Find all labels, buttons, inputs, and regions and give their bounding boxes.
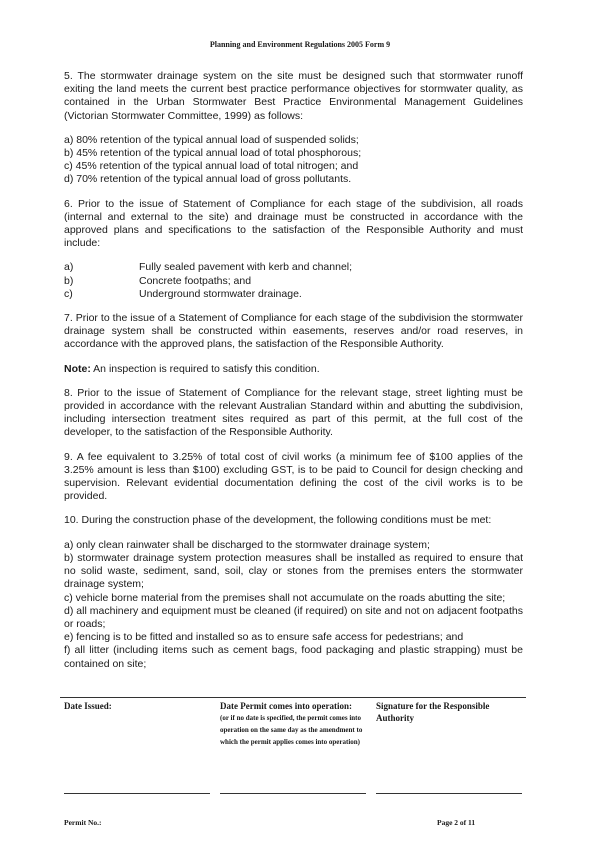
condition-10-list [64, 539, 523, 671]
list-item: d) 70% retention of the typical annual load of gross pollutants. [64, 173, 352, 186]
list-item-text: Underground stormwater drainage. [139, 287, 302, 300]
list-item: b) 45% retention of the typical annual load of total phosphorous; [64, 147, 362, 160]
signature-block [64, 700, 526, 800]
date-permit-line [220, 793, 366, 794]
list-item-key: b) [64, 274, 74, 287]
date-permit-label: Date Permit comes into operation: [220, 701, 352, 711]
signature-column [376, 700, 526, 724]
signature-divider [60, 697, 526, 698]
condition-6-text: 6. Prior to the issue of Statement of Compliance for each stage of the subdivision, all roads (internal and external to the site) and drainage must be constructed in accordance with the approved plans and specifications to the satisfaction of the Responsible Authority and must include: [64, 197, 523, 250]
date-permit-note: (or if no date is specified, the permit comes into operation on the same day as the amendment to which the permit applies comes into operation) [220, 714, 363, 746]
condition-6-list [64, 261, 523, 301]
condition-5-list [64, 134, 523, 187]
list-item: e) fencing is to be fitted and installed so as to ensure safe access for pedestrians; and [64, 631, 464, 644]
condition-8-text: 8. Prior to the issue of Statement of Compliance for the relevant stage, street lighting must be provided in accordance with the relevant Australian Standard within and abutting the subdivision, including intersection treatment sites required as part of this permit, at the full cost of the developer, to the satisfaction of the Responsible Authority. [64, 386, 523, 439]
page-header: Planning and Environment Regulations 2005 Form 9 [209, 40, 391, 49]
condition-7-text: 7. Prior to the issue of a Statement of Compliance for each stage of the subdivision the stormwater drainage system shall be constructed within easements, reserves and/or road reserves, in accordance with the approved plans, the satisfaction of the Responsible Authority. [64, 312, 523, 351]
list-item [64, 261, 523, 274]
list-item-key: a) [64, 261, 74, 274]
list-item [64, 275, 523, 288]
list-item: f) all litter (including items such as cement bags, food packaging and plastic strapping) must be contained on site; [64, 644, 523, 670]
condition-10-text: 10. During the construction phase of the development, the following conditions must be met: [64, 514, 492, 527]
list-item: c) 45% retention of the typical annual load of total nitrogen; and [64, 160, 359, 173]
signature-label: Signature for the Responsible Authority [376, 701, 490, 723]
note-paragraph [64, 363, 523, 376]
list-item: b) stormwater drainage system protection measures shall be installed as required to ensure that no solid waste, sediment, sand, soil, clay or stones from the premises enters the stormwater drainage system; [64, 551, 523, 591]
note-label: Note: [64, 362, 91, 375]
list-item: d) all machinery and equipment must be cleaned (if required) on site and not on adjacent footpaths or roads; [64, 604, 523, 630]
condition-9-text: 9. A fee equivalent to 3.25% of total cost of civil works (a minimum fee of $100 applies of the 3.25% amount is less than $100) excluding GST, is to be paid to Council for design checking and supervision. Relevant evidential documentation defining the cost of the civil works is to be provided. [64, 450, 523, 503]
list-item-key: c) [64, 287, 73, 300]
list-item-text: Fully sealed pavement with kerb and channel; [139, 261, 353, 274]
date-issued-label: Date Issued: [64, 701, 112, 711]
signature-line [376, 793, 522, 794]
list-item: c) vehicle borne material from the premises shall not accumulate on the roads abutting the site; [64, 591, 506, 604]
permit-number-label: Permit No.: [64, 818, 102, 827]
condition-5-text: 5. The stormwater drainage system on the site must be designed such that stormwater runoff exiting the land meets the current best practice performance objectives for stormwater quality, as contained in the Urban Stormwater Best Practice Environmental Management Guidelines (Victorian Stormwater Committee, 1999) as follows: [64, 70, 523, 122]
list-item-text: Concrete footpaths; and [139, 274, 252, 287]
date-issued-line [64, 793, 210, 794]
document-body [64, 70, 523, 671]
list-item: a) 80% retention of the typical annual load of suspended solids; [64, 133, 359, 146]
list-item: a) only clean rainwater shall be discharged to the stormwater drainage system; [64, 538, 430, 551]
date-permit-column [220, 700, 370, 748]
page-number: Page 2 of 11 [437, 818, 476, 827]
note-text: An inspection is required to satisfy this condition. [90, 362, 320, 375]
list-item [64, 288, 523, 301]
date-issued-column [64, 700, 214, 712]
